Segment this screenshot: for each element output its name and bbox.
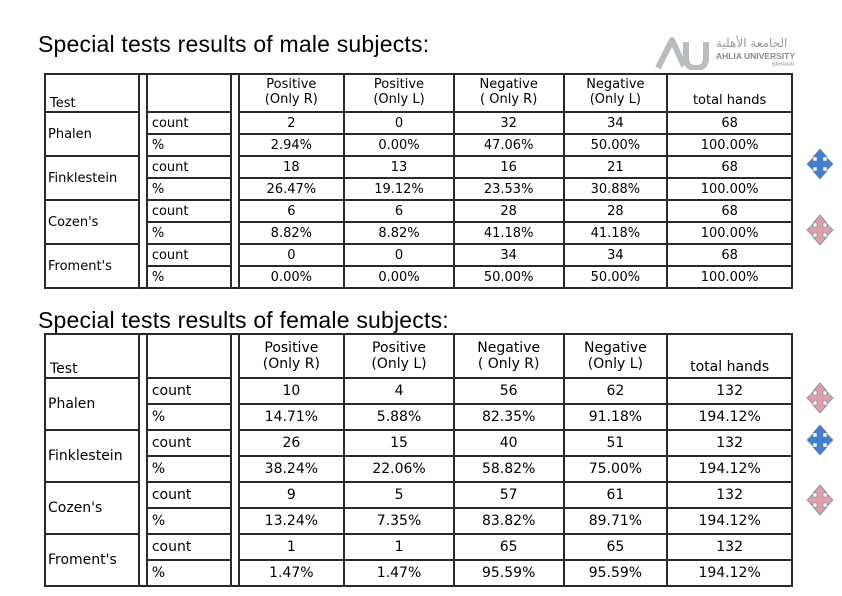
value-cell: 1.47% [239, 560, 345, 586]
value-cell: 194.12% [667, 456, 792, 482]
positive-only-l-header: Positive (Only L) [344, 334, 454, 378]
value-cell: 100.00% [667, 222, 792, 244]
value-cell: 34 [454, 244, 564, 266]
value-cell: 194.12% [667, 508, 792, 534]
ahlia-university-logo [652, 36, 812, 70]
table-row [45, 200, 792, 222]
value-cell: 41.18% [454, 222, 564, 244]
value-cell: 65 [564, 534, 668, 560]
positive-only-r-header: Positive (Only R) [239, 334, 345, 378]
table-row [45, 112, 792, 134]
stat-label-cell: % [147, 222, 231, 244]
table-row [45, 404, 792, 430]
value-cell: 75.00% [564, 456, 668, 482]
negative-only-l-header: Negative (Only L) [564, 334, 668, 378]
value-cell: 47.06% [454, 134, 564, 156]
table-row [45, 134, 792, 156]
value-cell: 10 [239, 378, 345, 404]
value-cell: 8.82% [344, 222, 454, 244]
value-cell: 18 [239, 156, 345, 178]
blue-four-way-arrow-icon [806, 424, 834, 456]
stat-label-cell: count [147, 244, 231, 266]
table-row [45, 482, 792, 508]
value-cell: 9 [239, 482, 345, 508]
value-cell: 2.94% [239, 134, 345, 156]
stat-column-header [147, 74, 231, 112]
table-row [45, 378, 792, 404]
stat-label-cell: % [147, 560, 231, 586]
test-name-cell: Phalen [45, 112, 139, 156]
value-cell: 40 [454, 430, 564, 456]
total-hands-header: total hands [667, 74, 792, 112]
stat-label-cell: % [147, 404, 231, 430]
test-column-header: Test [45, 74, 139, 112]
value-cell: 56 [454, 378, 564, 404]
value-cell: 5.88% [344, 404, 454, 430]
test-column-header: Test [45, 334, 139, 378]
value-cell: 8.82% [239, 222, 345, 244]
table-row [45, 178, 792, 200]
stat-label-cell: count [147, 482, 231, 508]
value-cell: 91.18% [564, 404, 668, 430]
stat-label-cell: % [147, 456, 231, 482]
female-header-row [45, 334, 792, 378]
value-cell: 132 [667, 534, 792, 560]
ahlia-logo-mark-icon [654, 36, 710, 70]
value-cell: 34 [564, 112, 668, 134]
value-cell: 132 [667, 378, 792, 404]
negative-only-l-header: Negative (Only L) [564, 74, 668, 112]
value-cell: 0.00% [344, 266, 454, 288]
table-row [45, 266, 792, 288]
logo-university-name: AHLIA UNIVERSITY [716, 51, 796, 61]
female-results-table [44, 333, 793, 587]
value-cell: 50.00% [564, 134, 668, 156]
table-row [45, 222, 792, 244]
value-cell: 14.71% [239, 404, 345, 430]
table-row [45, 534, 792, 560]
female-results-heading: Special tests results of female subjects: [38, 307, 449, 333]
value-cell: 0 [239, 244, 345, 266]
table-row [45, 456, 792, 482]
blue-four-way-arrow-icon [806, 148, 834, 180]
male-header-row [45, 74, 792, 112]
value-cell: 1 [239, 534, 345, 560]
value-cell: 194.12% [667, 404, 792, 430]
value-cell: 16 [454, 156, 564, 178]
value-cell: 6 [344, 200, 454, 222]
negative-only-r-header: Negative ( Only R) [454, 74, 564, 112]
value-cell: 30.88% [564, 178, 668, 200]
test-name-cell: Froment's [45, 244, 139, 288]
value-cell: 7.35% [344, 508, 454, 534]
value-cell: 28 [564, 200, 668, 222]
value-cell: 41.18% [564, 222, 668, 244]
value-cell: 34 [564, 244, 668, 266]
value-cell: 28 [454, 200, 564, 222]
table-row [45, 560, 792, 586]
value-cell: 0 [344, 244, 454, 266]
test-name-cell: Finklestein [45, 430, 139, 482]
stat-label-cell: % [147, 178, 231, 200]
value-cell: 38.24% [239, 456, 345, 482]
value-cell: 4 [344, 378, 454, 404]
stat-label-cell: count [147, 200, 231, 222]
table-row [45, 430, 792, 456]
stat-label-cell: count [147, 378, 231, 404]
value-cell: 57 [454, 482, 564, 508]
value-cell: 95.59% [454, 560, 564, 586]
stat-label-cell: % [147, 266, 231, 288]
male-table-body [45, 112, 792, 288]
value-cell: 68 [667, 112, 792, 134]
female-table-body [45, 378, 792, 586]
male-results-heading: Special tests results of male subjects: [38, 31, 430, 57]
value-cell: 68 [667, 244, 792, 266]
value-cell: 5 [344, 482, 454, 508]
value-cell: 62 [564, 378, 668, 404]
value-cell: 68 [667, 200, 792, 222]
stat-label-cell: count [147, 534, 231, 560]
value-cell: 100.00% [667, 178, 792, 200]
test-name-cell: Froment's [45, 534, 139, 586]
table-row [45, 244, 792, 266]
value-cell: 82.35% [454, 404, 564, 430]
value-cell: 50.00% [454, 266, 564, 288]
logo-location: BAHRAIN [772, 62, 795, 68]
value-cell: 100.00% [667, 134, 792, 156]
value-cell: 0.00% [344, 134, 454, 156]
value-cell: 65 [454, 534, 564, 560]
value-cell: 68 [667, 156, 792, 178]
male-results-table [44, 73, 793, 289]
positive-only-l-header: Positive (Only L) [344, 74, 454, 112]
value-cell: 19.12% [344, 178, 454, 200]
value-cell: 89.71% [564, 508, 668, 534]
total-hands-header: total hands [667, 334, 792, 378]
value-cell: 15 [344, 430, 454, 456]
stat-column-header [147, 334, 231, 378]
value-cell: 26 [239, 430, 345, 456]
value-cell: 61 [564, 482, 668, 508]
positive-only-r-header: Positive (Only R) [239, 74, 345, 112]
table-row [45, 508, 792, 534]
value-cell: 26.47% [239, 178, 345, 200]
test-name-cell: Cozen's [45, 482, 139, 534]
pink-four-way-arrow-icon [806, 214, 834, 246]
table-row [45, 156, 792, 178]
stat-label-cell: % [147, 508, 231, 534]
value-cell: 22.06% [344, 456, 454, 482]
value-cell: 1.47% [344, 560, 454, 586]
value-cell: 83.82% [454, 508, 564, 534]
test-name-cell: Cozen's [45, 200, 139, 244]
stat-label-cell: count [147, 156, 231, 178]
stat-label-cell: count [147, 430, 231, 456]
test-name-cell: Finklestein [45, 156, 139, 200]
value-cell: 23.53% [454, 178, 564, 200]
value-cell: 58.82% [454, 456, 564, 482]
stat-label-cell: % [147, 134, 231, 156]
value-cell: 13 [344, 156, 454, 178]
value-cell: 50.00% [564, 266, 668, 288]
pink-four-way-arrow-icon [806, 484, 834, 516]
value-cell: 32 [454, 112, 564, 134]
value-cell: 132 [667, 482, 792, 508]
pink-four-way-arrow-icon [806, 382, 834, 414]
value-cell: 13.24% [239, 508, 345, 534]
test-name-cell: Phalen [45, 378, 139, 430]
negative-only-r-header: Negative ( Only R) [454, 334, 564, 378]
value-cell: 21 [564, 156, 668, 178]
value-cell: 51 [564, 430, 668, 456]
value-cell: 6 [239, 200, 345, 222]
value-cell: 95.59% [564, 560, 668, 586]
value-cell: 132 [667, 430, 792, 456]
stat-label-cell: count [147, 112, 231, 134]
value-cell: 0 [344, 112, 454, 134]
value-cell: 1 [344, 534, 454, 560]
value-cell: 0.00% [239, 266, 345, 288]
value-cell: 194.12% [667, 560, 792, 586]
logo-arabic-text: الجامعة الأهلية [716, 36, 788, 50]
value-cell: 2 [239, 112, 345, 134]
value-cell: 100.00% [667, 266, 792, 288]
